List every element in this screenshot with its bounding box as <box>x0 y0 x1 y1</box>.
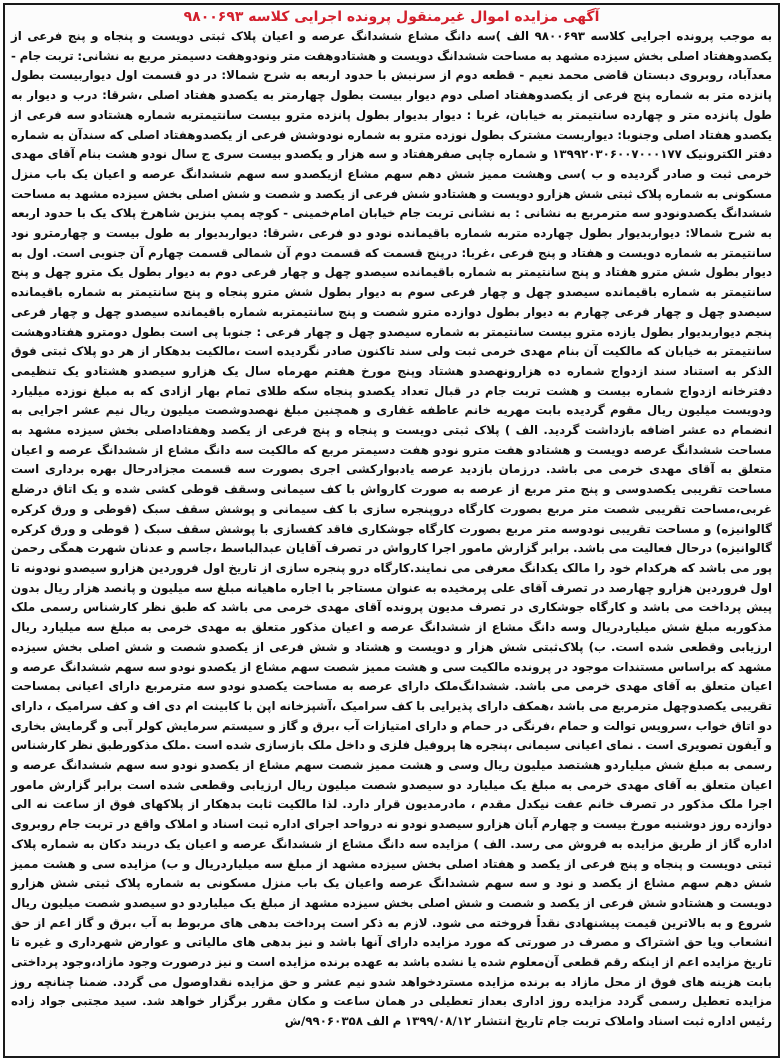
notice-body: به موجب پرونده اجرایی کلاسه ۹۸۰۰۶۹۳ الف )سه دانگ مشاع ششدانگ عرصه و اعیان پلاک ثبتی دویست و پنجاه و پنج فرعی از یکصدوهفتاد اصلی بخش سیزده مشهد به مساحت ششدانگ دویست و هشتادوهفت متر ونودوهفت دسیمتر مربع به نشانی: تربت جام - معدآباد، روبروی دبستان قاضی محمد نعیم - قطعه دوم از سرنبش با حدود اربعه به شرح شمالا: در دو قسمت اول دیواربیست بطول پانزده متر به شماره پنج فرعی از یکصدوهفتاد اصلی دوم دیوار بیست بطول چهارمتر به یکصدو هفتاد اصلی ،شرقا: درب و دیوار به طول پانزده متر و چهارده سانتیمتر به خیابان، غربا : دیوار بدیوار بطول پانزده مترو بیست سانتیمتربه شماره هشتادو سه فرعی از یکصدو هفتاد اصلی وجنوبا: دیواربست مشترک بطول نوزده مترو به شماره نودوشش فرعی از یکصدوهفتاد اصلی که سندآن به شماره دفتر الکترونیک ۱۳۹۹۲۰۳۰۶۰۰۷۰۰۰۱۷۷ و شماره چاپی صفرهفتاد و سه هزار و یکصدو بیست سری ج سال نودو هشت بنام آقای مهدی خرمی ثبت و صادر گردیده و ب )سی وهشت ممیز شش دهم سهم مشاع ازیکصدو سه سهم ششدانگ عرصه و اعیان یک باب منزل مسکونی به شماره پلاک ثبتی شش هزارو دویست و هشتادو شش فرعی از یکصد و شصت و شش اصلی بخش سیزده مشهد به مساحت ششدانگ یکصدونودو سه مترمربع به نشانی : به نشانی تربت جام خیابان امام‌خمینی - کوچه پمپ بنزین شاهرخ پلاک یک با حدود اربعه به شرح شمالا: دیواربدیوار بطول چهارده متربه شماره باقیمانده نودو دو فرعی ،شرقا: دیواربدیوار به طول بیست و چهارمترو نود سانتیمتر به شماره دویست و هفتاد و پنج فرعی ،غربا: درپنج قسمت که قسمت دوم آن شمالی قسمت چهارم آن جنوبی است. اول به دیوار بطول شش مترو هفتاد و پنج سانتیمتر به شماره باقیمانده سیصدو چهل و چهار فرعی دوم به دیوار بطول یک مترو چهل و پنج سانتیمتر به شماره باقیمانده سیصدو چهل و چهار فرعی سوم به دیوار بطول شش مترو پنجاه و پنج سانتیمتر به شماره باقیمانده سیصدو چهل و چهار فرعی چهارم به دیوار بطول دوازده مترو شصت و پنج سانتیمتربه شماره باقیمانده سیصدو چهل و چهار فرعی پنجم دیواربدیوار بطول یازده مترو بیست سانتیمتر به شماره سیصدو چهل و چهار فرعی : جنوبا پی است بطول دومترو هفتادوهشت سانتیمتر به خیابان که مالکیت آن بنام مهدی خرمی ثبت ولی سند تاکنون صادر نگردیده است ،مالکیت بدهکار از هر دو پلاک ثبتی فوق الذکر به استناد سند ازدواج شماره ده هزارونهصدو هشتاد وپنج مورخ هفتم مهرماه سال یک هزارو سیصدو هشتادو یک تنظیمی دفترخانه ازدواج شماره بیست و هشت تربت جام در قبال تعداد یکصدو پنجاه سکه طلای تمام بهار ازادی که به مبلغ نوزده میلیارد ودویست میلیون ریال مقوم گردیده بابت مهریه خانم عاطفه غفاری و همچنین مبلغ نهصدوشصت میلیون ریال نیم عشر اجرایی به انضمام ده عشر اضافه بازداشت گردید. الف ) پلاک ثبتی دویست و پنجاه و پنج فرعی از یکصد وهفتاداصلی بخش سیزده مشهد به مساحت ششدانگ عرصه دویست و هشتادو هفت مترو نودو هفت دسیمتر مربع که مالکیت سه دانگ مشاع از ششدانگ عرصه و اعیان متعلق به آقای مهدی خرمی می باشد. درزمان بازدید عرصه یادبوارکشی اجری بصورت سه قسمت مجزادرحال بهره برداری است مساحت تقریبی یکصدوسی و پنج متر مربع از عرصه به صورت کارواش با کف سیمانی وسقف قوطی کشی شده و یک اتاق درضلع غربی،مساحت تقریبی شصت متر مربع بصورت کارگاه دروپنجره سازی با کف سیمانی و پوشش سقف سبک (قوطی و ورق کرکره گالوانیزه) و مساحت تقریبی نودوسه متر مربع بصورت کارگاه جوشکاری فاقد کفسازی با پوشش سقف سبک ( قوطی و ورق کرکره گالوانیزه) درحال فعالیت می باشد. برابر گزارش مامور اجرا کارواش در تصرف آقایان عبدالباسط ،جاسم و عدنان شهرت همگی رحمن پور می باشد که هرکدام خود را مالک یکدانگ معرفی می نمایند.کارگاه درو پنجره سازی از تاریخ اول فروردین هزارو سیصدو نودونه تا اول فروردین هزارو چهارصد در تصرف آقای علی پرمخیده به عنوان مستاجر با اجاره ماهیانه مبلغ سه میلیون و پانصد هزار ریال بدون پیش پرداخت می باشد و کارگاه جوشکاری در تصرف مدیون پرونده آقای مهدی خرمی می باشد که طبق نظر کارشناس رسمی ملک مذکوربه مبلغ شش میلیاردریال وسه دانگ مشاع از ششدانگ عرصه و اعیان مذکور متعلق به مهدی خرمی به مبلغ سه میلیارد ریال ارزیابی وقطعی شده است. ب) پلاک‌ثبتی شش هزار و دویست و هشتاد و شش فرعی از یکصدو شصت و شش اصلی بخش سیزده مشهد که براساس مستندات موجود در پرونده مالکیت سی و هشت ممیز شصت سهم مشاع از یکصدو نودو سه سهم ششدانگ عرصه و اعیان متعلق به آقای مهدی خرمی می باشد. ششدانگ‌ملک دارای عرصه به مساحت یکصدو نودو سه مترمربع دارای اعیانی بمساحت تقریبی یکصدوچهل مترمربع می باشد ،همکف دارای پذیرایی با کف سرامیک ،آشپزخانه اپن با کابینت ام دی اف و کف سرامیک ، دارای دو اتاق خواب ،سرویس توالت و حمام ،فرنگی در حمام و دارای امتیازات آب ،برق و گاز و سیستم سرمایش کولر آبی و گرمایش بخاری و آیفون تصویری است . نمای اعیانی سیمانی ،پنجره ها پروفیل فلزی و داخل ملک بازسازی شده است .ملک مذکورطبق نظر کارشناس رسمی به مبلغ شش میلیاردو هشتصد میلیون ریال وسی و هشت ممیز شصت سهم مشاع از یکصدو نودو سه سهم ششدانگ عرصه و اعیان متعلق به آقای مهدی خرمی به مبلغ یک میلیارد دو سیصدو شصت میلیون ریال ارزیابی وقطعی شده است برابر گزارش مامور اجرا ملک مذکور در تصرف خانم عفت نیکدل مقدم ، مادرمدیون قرار دارد. لذا مالکیت ثابت بدهکار از پلاکهای فوق از ساعت نه الی دوازده روز دوشنبه مورخ بیست و چهارم آبان هزارو سیصدو نودو نه درواحد اجرای اداره ثبت اسناد و املاک واقع در تربت جام روبروی اداره گاز از طریق مزایده به فروش می رسد. الف ) مزایده سه دانگ مشاع از ششدانگ عرصه و اعیان یک دربند دکان به شماره پلاک ثبتی دویست و پنجاه و پنج فرعی از یکصد و هفتاد اصلی بخش سیزده مشهد از مبلغ سه میلیاردریال و ب) مزایده سی و هشت ممیز شش دهم سهم مشاع از یکصد و نود و سه سهم ششدانگ عرصه واعیان یک باب منزل مسکونی به شماره پلاک ثبتی شش هزارو دویست و هشتادو شش فرعی از یکصد و شصت و شش اصلی بخش سیزده مشهد از مبلغ یک میلیاردو دو سیصدو شصت میلیون ریال شروع و به بالاترین قیمت پیشنهادی نقداً فروخته می شود. لازم به ذکر است پرداخت بدهی های مربوط به آب ،برق و گاز اعم از حق انشعاب ویا حق اشتراک و مصرف در صورتی که مورد مزایده دارای آنها باشد و نیز بدهی های مالیاتی و عوارض شهرداری و غیره تا تاریخ مزایده اعم از اینکه رقم قطعی آن‌معلوم شده یا نشده باشد به عهده برنده مزایده است و نیز درصورت وجود مازاد،وجود پرداختی بابت هزینه های فوق از محل مازاد به برنده مزایده مستردخواهد شدو نیم عشر و حق مزایده نقداوصول می گردد. ضمنا چنانچه روز مزایده تعطیل رسمی گردد مزایده روز اداری بعداز تعطیلی در همان ساعت و مکان مقرر برگزار خواهد شد. سید مجتبی جواد زاده رئیس اداره ثبت اسناد واملاک تربت جام تاریخ انتشار ۱۳۹۹/۰۸/۱۲ م الف ۹۹۰۶۰۳۵۸/ش <box>11 29 773 1029</box>
notice-title: آگهی مزایده اموال غیرمنقول پرونده اجرایی کلاسه ۹۸۰۰۶۹۳ <box>183 9 600 25</box>
auction-notice <box>3 3 780 1058</box>
